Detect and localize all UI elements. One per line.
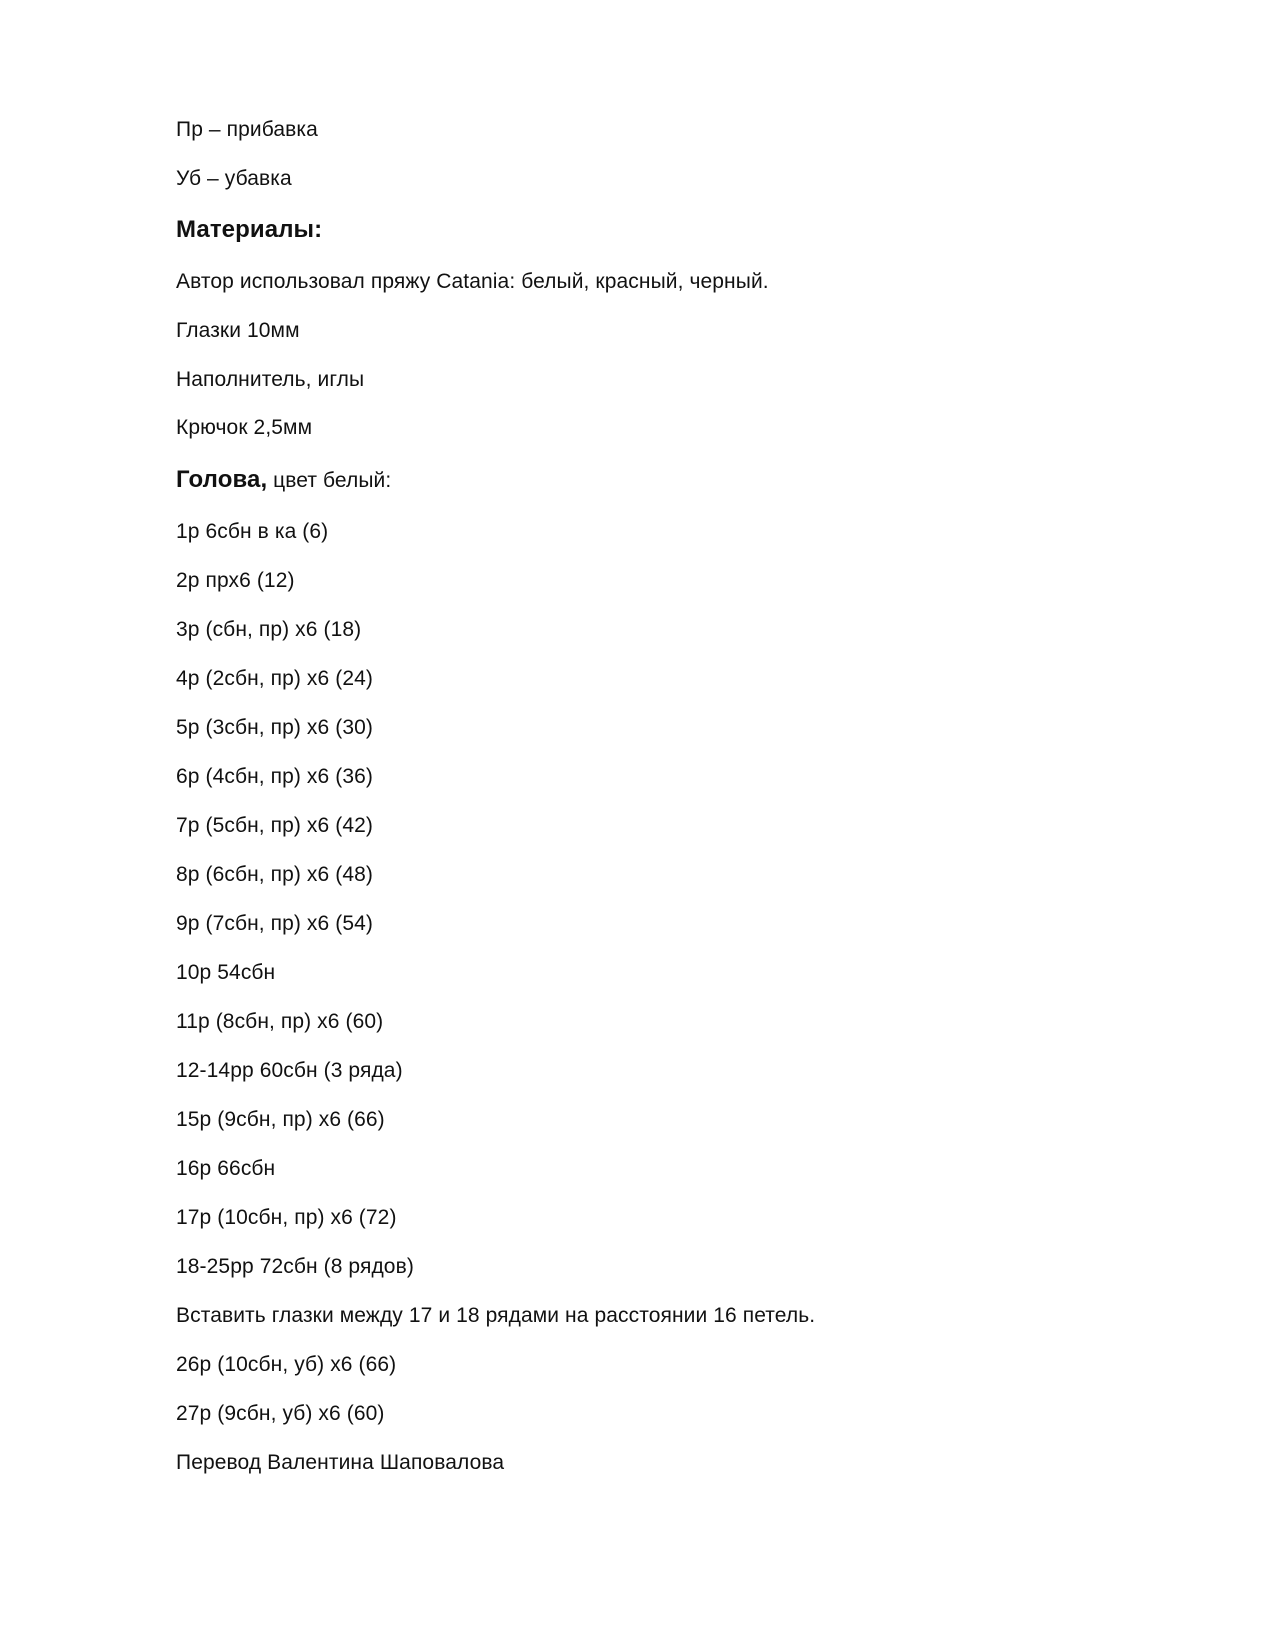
row-instruction: 9р (7сбн, пр) х6 (54) xyxy=(176,912,373,935)
row-instruction: 4р (2сбн, пр) х6 (24) xyxy=(176,667,373,690)
materials-item: Наполнитель, иглы xyxy=(176,368,365,391)
materials-item: Крючок 2,5мм xyxy=(176,416,313,439)
row-instruction: 6р (4сбн, пр) х6 (36) xyxy=(176,765,373,788)
row-instruction: 5р (3сбн, пр) х6 (30) xyxy=(176,716,373,739)
materials-item: Автор использовал пряжу Catania: белый, красный, черный. xyxy=(176,270,769,293)
row-instruction: 8р (6сбн, пр) х6 (48) xyxy=(176,863,373,886)
abbreviation-line: Пр – прибавка xyxy=(176,118,318,141)
row-instruction: 10р 54сбн xyxy=(176,961,276,984)
materials-heading: Материалы: xyxy=(176,216,323,243)
row-instruction: 18-25рр 72сбн (8 рядов) xyxy=(176,1255,414,1278)
row-instruction: 26р (10сбн, уб) х6 (66) xyxy=(176,1353,397,1376)
row-instruction: 7р (5сбн, пр) х6 (42) xyxy=(176,814,373,837)
materials-item: Глазки 10мм xyxy=(176,319,300,342)
translation-credit: Перевод Валентина Шаповалова xyxy=(176,1451,505,1474)
row-instruction: 16р 66сбн xyxy=(176,1157,276,1180)
row-instruction: 1р 6сбн в ка (6) xyxy=(176,520,329,543)
head-color-note: цвет белый: xyxy=(267,469,392,492)
head-section-title xyxy=(176,466,391,495)
row-instruction: 12-14рр 60сбн (3 ряда) xyxy=(176,1059,403,1082)
row-instruction: 11р (8сбн, пр) х6 (60) xyxy=(176,1010,384,1033)
abbreviation-line: Уб – убавка xyxy=(176,167,292,190)
head-heading: Голова, xyxy=(176,466,268,493)
row-instruction: 2р прх6 (12) xyxy=(176,569,295,592)
row-instruction: 27р (9сбн, уб) х6 (60) xyxy=(176,1402,385,1425)
eyes-instruction: Вставить глазки между 17 и 18 рядами на расстоянии 16 петель. xyxy=(176,1304,816,1327)
row-instruction: 17р (10сбн, пр) х6 (72) xyxy=(176,1206,397,1229)
row-instruction: 3р (сбн, пр) х6 (18) xyxy=(176,618,362,641)
row-instruction: 15р (9сбн, пр) х6 (66) xyxy=(176,1108,385,1131)
